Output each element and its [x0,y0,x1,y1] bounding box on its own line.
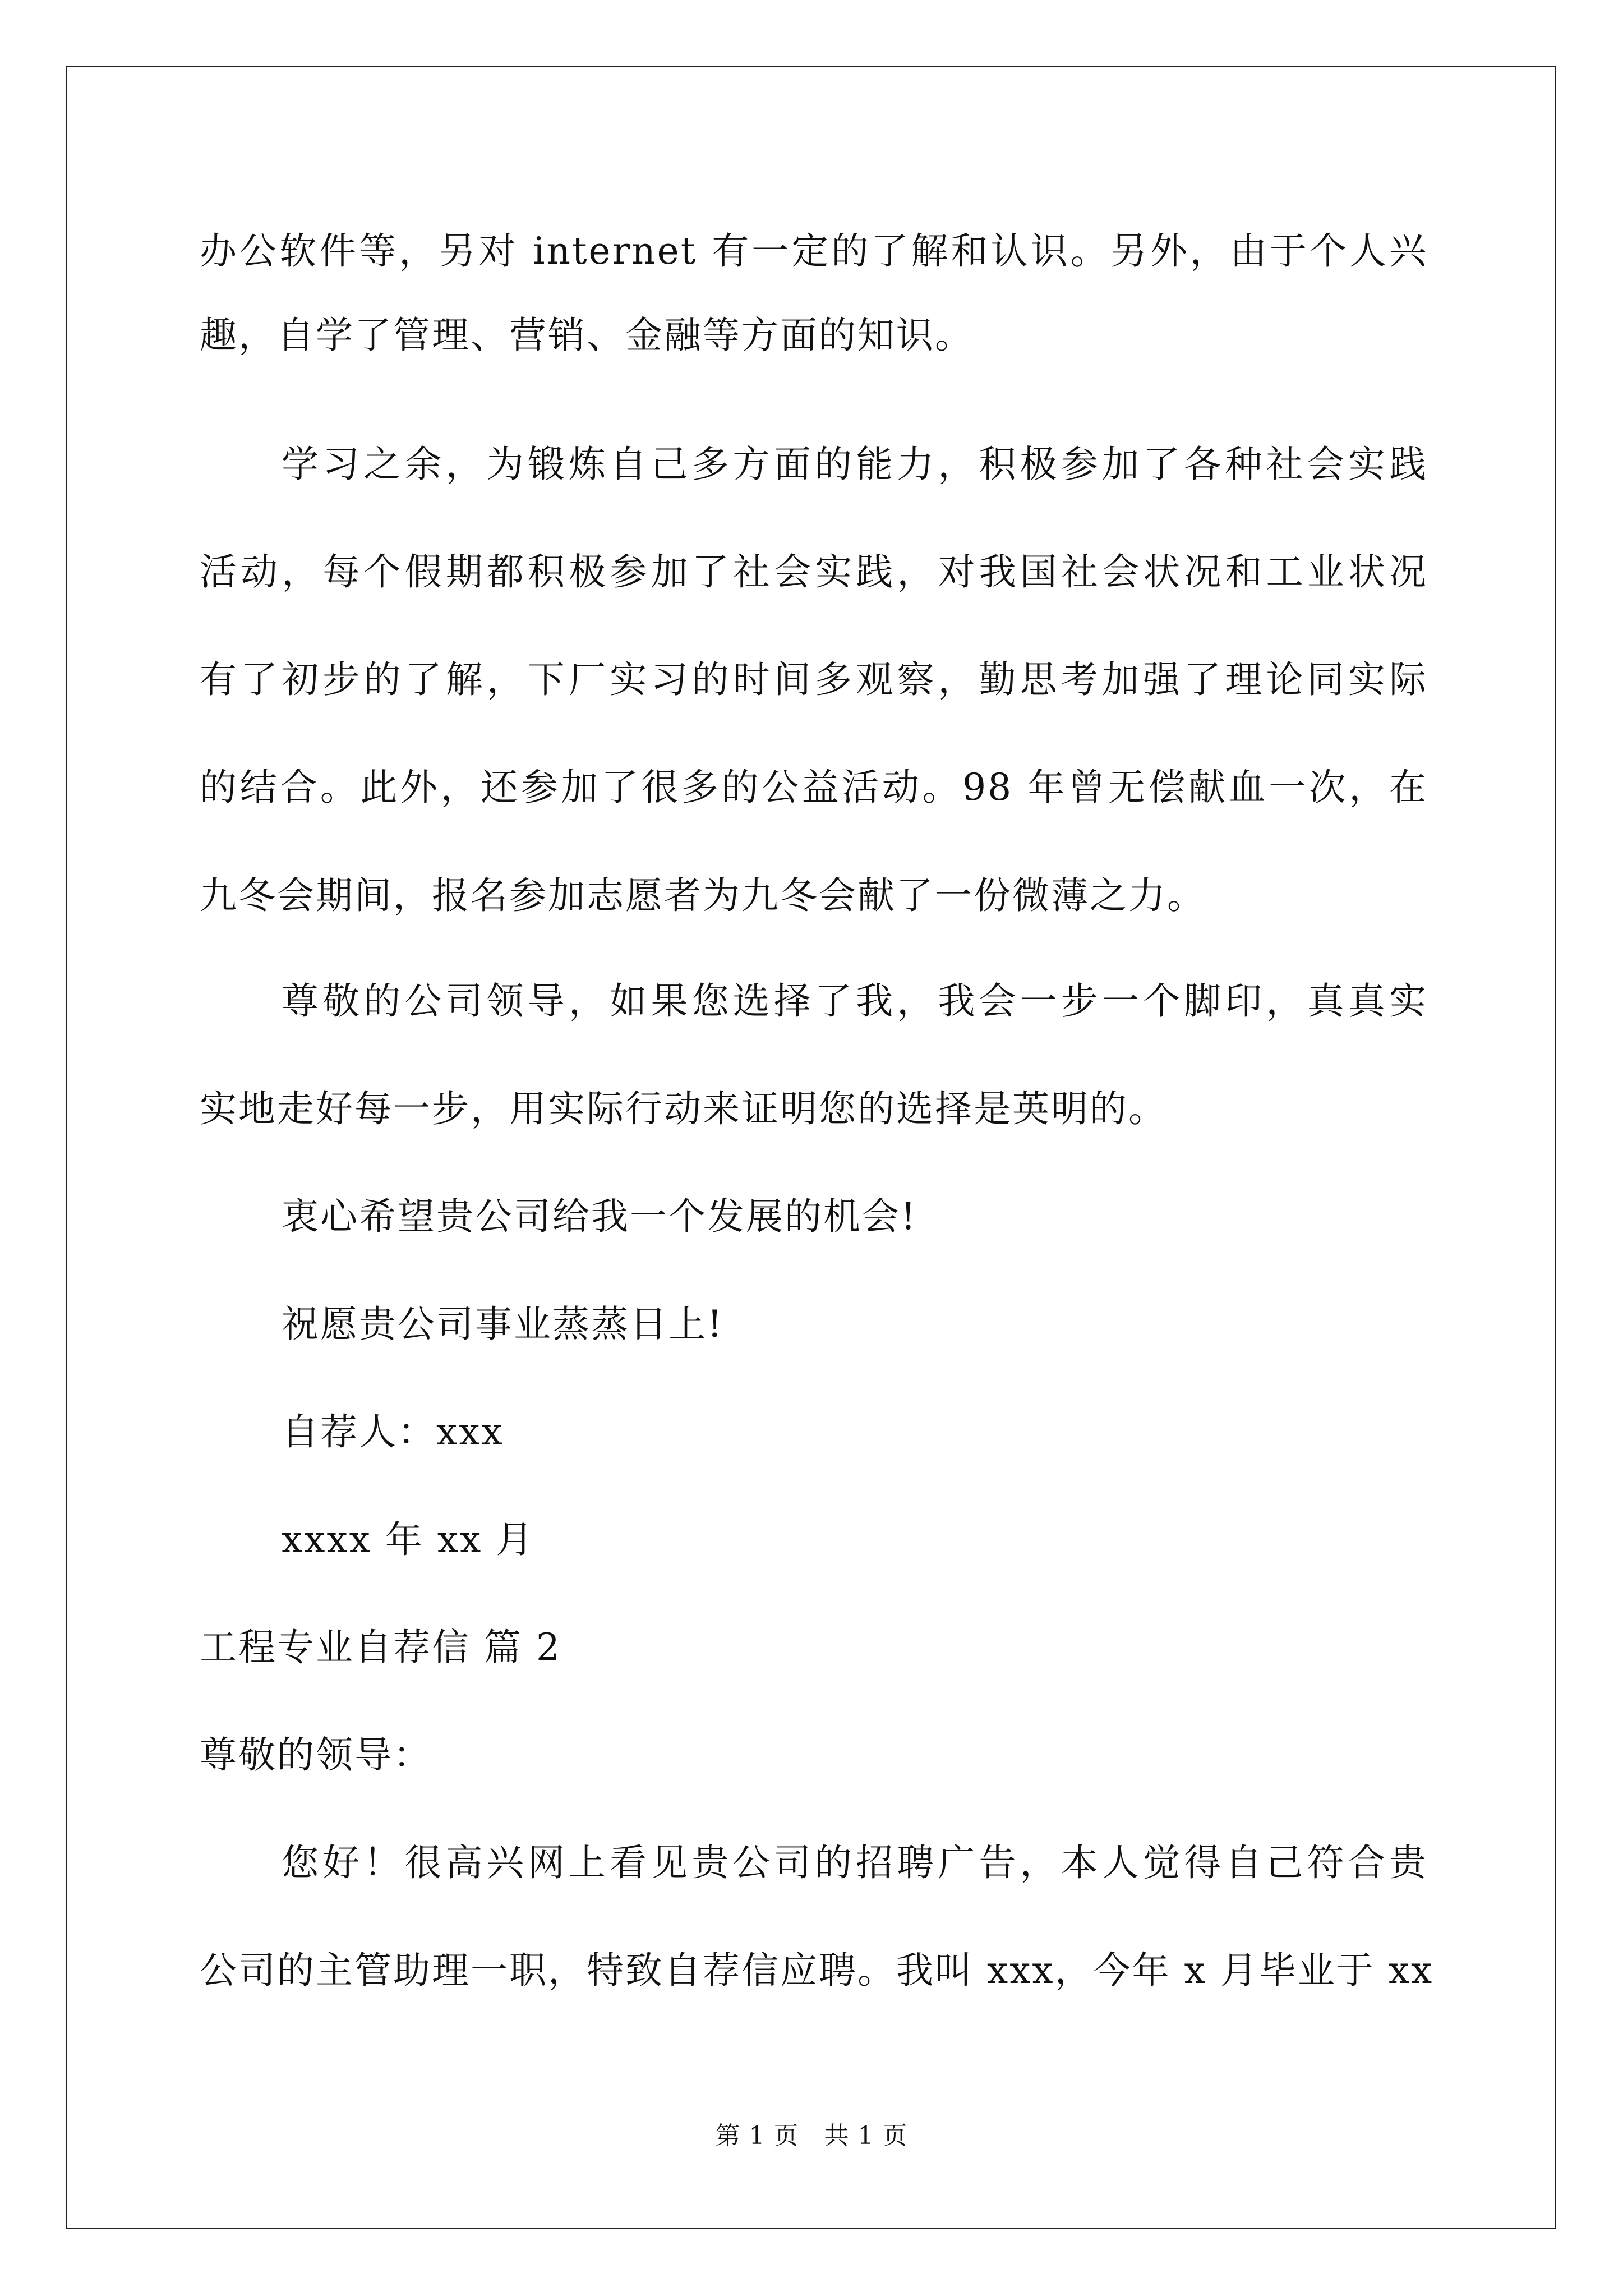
text-line: 尊敬的公司领导，如果您选择了我，我会一步一个脚印，真真实 [282,979,1428,1023]
text-line: 有了初步的了解，下厂实习的时间多观察，勤思考加强了理论同实际 [200,658,1428,701]
text-line: 九冬会期间，报名参加志愿者为九冬会献了一份微薄之力。 [200,874,1206,917]
text-line: 活动，每个假期都积极参加了社会实践，对我国社会状况和工业状况 [200,550,1428,593]
page-border [66,66,1556,2229]
section-heading: 工程专业自荐信 篇 2 [200,1626,561,1669]
text-line: 您好！很高兴网上看见贵公司的招聘广告，本人觉得自己符合贵 [282,1841,1428,1884]
text-line: 的结合。此外，还参加了很多的公益活动。98 年曾无偿献血一次，在 [200,766,1428,809]
text-line: 祝愿贵公司事业蒸蒸日上! [282,1303,724,1346]
signature-line: 自荐人：xxx [282,1410,504,1453]
text-line: 办公软件等，另对 internet 有一定的了解和认识。另外，由于个人兴 [200,229,1428,273]
date-line: xxxx 年 xx 月 [282,1518,535,1561]
text-line: 实地走好每一步，用实际行动来证明您的选择是英明的。 [200,1087,1167,1130]
text-line: 学习之余，为锻炼自己多方面的能力，积极参加了各种社会实践 [282,443,1428,486]
salutation: 尊敬的领导： [200,1733,432,1777]
page-number: 第 1 页 共 1 页 [715,2122,908,2150]
text-line: 趣，自学了管理、营销、金融等方面的知识。 [200,314,974,357]
text-line: 衷心希望贵公司给我一个发展的机会! [282,1195,917,1238]
text-line: 公司的主管助理一职，特致自荐信应聘。我叫 xxx，今年 x 月毕业于 xx [200,1949,1434,1992]
